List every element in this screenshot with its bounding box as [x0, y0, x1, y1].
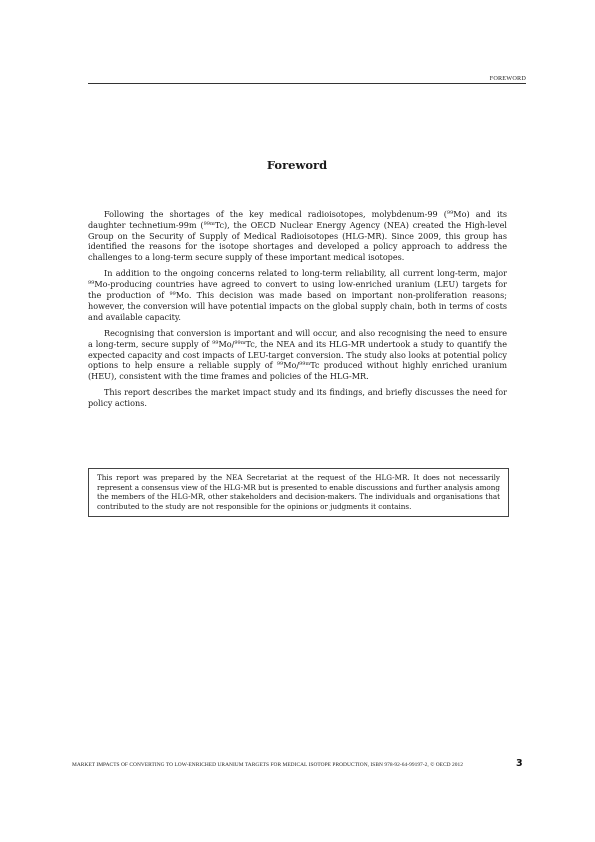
footer-citation: MARKET IMPACTS OF CONVERTING TO LOW-ENRICHED URANIUM TARGETS FOR MEDICAL ISOTOPE PRODUCTION, ISBN 978-92-64-99197-2, © OECD 2012	[72, 762, 463, 768]
text-run: Mo/	[283, 360, 300, 371]
superscript: 99m	[299, 361, 311, 368]
body-text	[88, 209, 507, 415]
text-run: Mo) and its daughter technetium-99m (	[88, 209, 507, 230]
text-run: Recognising that conversion is important and will occur, and also recognising the need to ensure a long-term, secure supply of	[88, 327, 507, 349]
paragraph-1	[88, 209, 507, 263]
running-head: FOREWORD	[489, 75, 526, 82]
superscript: 99	[446, 210, 454, 216]
superscript: 99m	[203, 220, 215, 227]
page-title: Foreword	[266, 158, 328, 172]
superscript: 99m	[234, 339, 246, 346]
page-number: 3	[516, 758, 523, 769]
superscript: 99	[169, 291, 176, 298]
disclaimer-box: This report was prepared by the NEA Secretariat at the request of the HLG-MR. It does not necessarily represent a consensus view of the HLG-MR but is presented to enable discussions and further analysis among the members of the HLG-MR, other stakeholders and decision-makers. The individuals and organisations that contributed to the study are not responsible for the opinions or judgments it contains.	[88, 468, 509, 517]
text-run: Mo-producing countries have agreed to convert to using low-enriched uranium (LEU) targets for the production of	[88, 279, 507, 301]
paragraph-2	[88, 268, 507, 322]
text-run: Mo/	[218, 338, 235, 349]
paragraph-4	[88, 387, 507, 409]
text-run: Tc produced without highly enriched uranium (HEU), consistent with the time frames and policies of the HLG-MR.	[88, 360, 507, 382]
text-run: Following the shortages of the key medical radioisotopes, molybdenum-99 (	[104, 209, 447, 219]
superscript: 99	[212, 339, 219, 346]
text-run: Tc), the OECD Nuclear Energy Agency (NEA) created the High-level Group on the Security of Supply of Medical Radioisotopes (HLG-MR). Since 2009, this group has identified the reasons for the isotope shortages and developed a policy approach to address the challenges to a long-term secure supply of these important medical isotopes.	[88, 219, 507, 263]
text-run: This report describes the market impact study and its findings, and briefly discusses the need for policy actions.	[88, 387, 507, 409]
superscript: 99	[88, 280, 95, 287]
header-rule	[88, 83, 526, 84]
paragraph-3	[88, 328, 507, 382]
text-run: Tc, the NEA and its HLG-MR undertook a study to quantify the expected capacity and cost impacts of LEU-target conversion. The study also looks at potential policy options to help ensure a reliable supply of	[88, 338, 508, 371]
text-run: In addition to the ongoing concerns related to long-term reliability, all current long-term, major	[104, 268, 507, 279]
text-run: Mo. This decision was made based on important non-proliferation reasons; however, the conversion will have potential impacts on the global supply chain, both in terms of costs and available capacity.	[88, 290, 507, 322]
superscript: 99	[276, 361, 284, 368]
